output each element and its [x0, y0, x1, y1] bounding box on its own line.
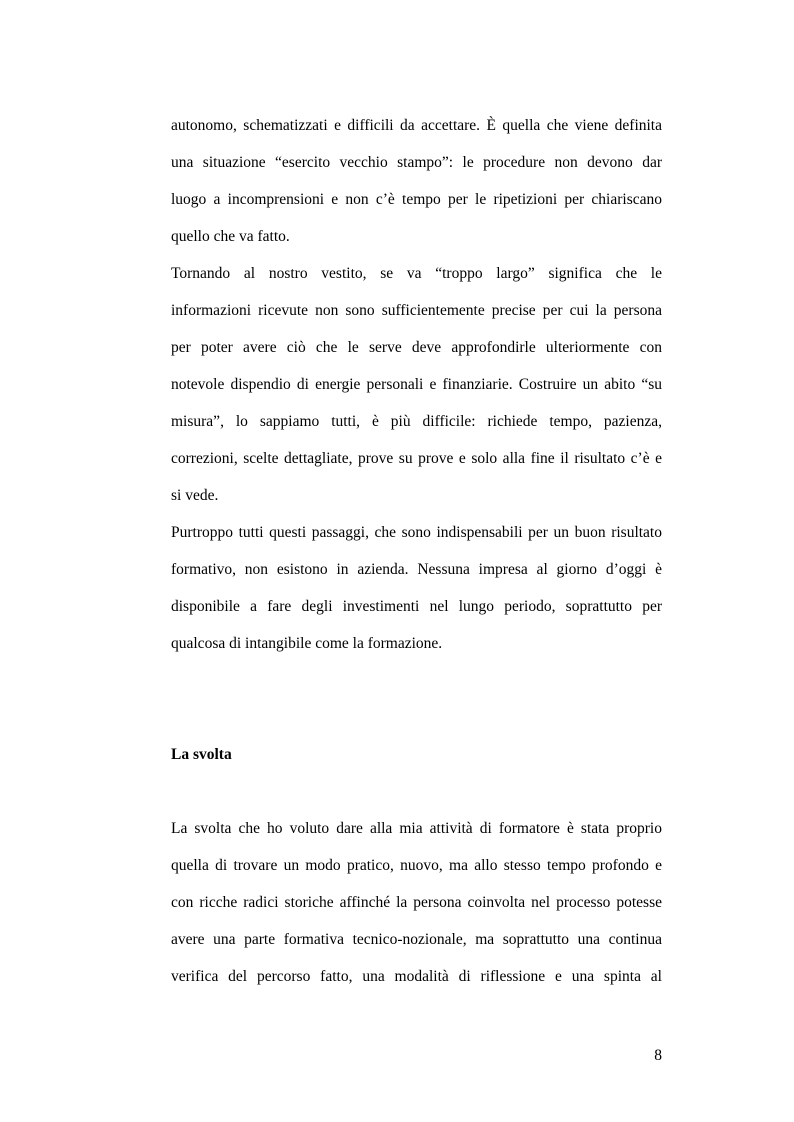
- text-line: formativo, non esistono in azienda. Nessuna impresa al giorno d’oggi è: [171, 561, 662, 578]
- page-body: [171, 107, 662, 995]
- text-line: luogo a incomprensioni e non c’è tempo per le ripetizioni per chiariscano: [171, 191, 662, 208]
- heading-spacer: [171, 773, 662, 810]
- text-line: notevole dispendio di energie personali e finanziarie. Costruire un abito “su: [171, 376, 662, 393]
- text-line: Purtroppo tutti questi passaggi, che sono indispensabili per un buon risultato: [171, 524, 662, 541]
- paragraph-2: [171, 255, 662, 514]
- text-line: informazioni ricevute non sono sufficientemente precise per cui la persona: [171, 302, 662, 319]
- section-spacer: [171, 662, 662, 736]
- text-line: autonomo, schematizzati e difficili da accettare. È quella che viene definita: [171, 117, 662, 134]
- section-heading: La svolta: [171, 746, 232, 763]
- text-line: si vede.: [171, 487, 219, 504]
- paragraph-1: [171, 107, 662, 255]
- text-line: correzioni, scelte dettagliate, prove su prove e solo alla fine il risultato c’è e: [171, 450, 662, 467]
- text-line: misura”, lo sappiamo tutti, è più difficile: richiede tempo, pazienza,: [171, 413, 662, 430]
- text-line: avere una parte formativa tecnico-nozionale, ma soprattutto una continua: [171, 931, 662, 948]
- text-line: La svolta che ho voluto dare alla mia attività di formatore è stata proprio: [171, 820, 662, 837]
- text-line: con ricche radici storiche affinché la persona coinvolta nel processo potesse: [171, 894, 662, 911]
- text-line: verifica del percorso fatto, una modalità di riflessione e una spinta al: [171, 968, 662, 985]
- text-line: qualcosa di intangibile come la formazione.: [171, 635, 443, 652]
- text-line: quella di trovare un modo pratico, nuovo, ma allo stesso tempo profondo e: [171, 857, 662, 874]
- text-line: quello che va fatto.: [171, 228, 290, 245]
- text-line: una situazione “esercito vecchio stampo”: le procedure non devono dar: [171, 154, 662, 171]
- page-number: 8: [654, 1047, 662, 1064]
- text-line: per poter avere ciò che le serve deve approfondirle ulteriormente con: [171, 339, 662, 356]
- text-line: disponibile a fare degli investimenti nel lungo periodo, soprattutto per: [171, 598, 662, 615]
- paragraph-3: [171, 514, 662, 662]
- section-paragraph: [171, 810, 662, 995]
- text-line: Tornando al nostro vestito, se va “troppo largo” significa che le: [171, 265, 662, 282]
